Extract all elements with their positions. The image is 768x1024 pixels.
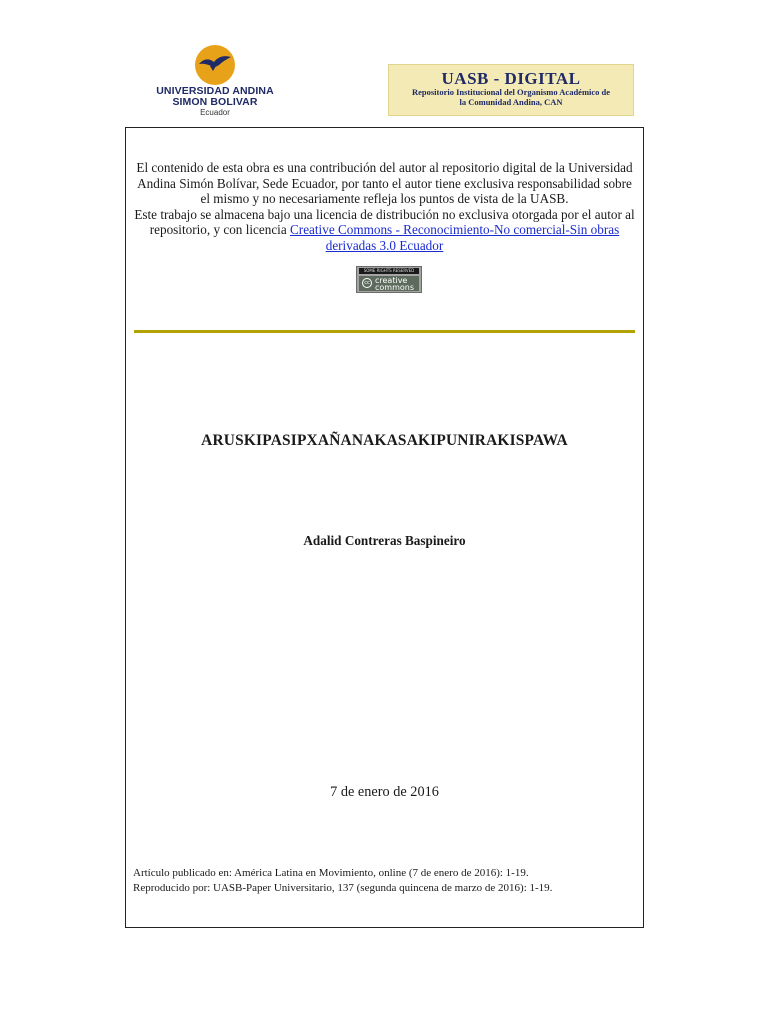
reproduced-by: Reproducido por: UASB-Paper Universitario, 137 (segunda quincena de marzo de 2016): 1-19. <box>133 882 553 894</box>
cc-wordmark: creative commons <box>375 276 415 292</box>
university-logo <box>150 44 280 120</box>
cc-logo-icon: cc <box>362 278 372 288</box>
cc-rights-text: SOME RIGHTS RESERVED <box>359 268 419 274</box>
repository-title: UASB - DIGITAL <box>441 69 581 88</box>
cc-badge-body <box>359 276 419 291</box>
document-date: 7 de enero de 2016 <box>330 784 439 800</box>
repository-logo <box>388 64 634 116</box>
notice-text: El contenido de esta obra es una contribución del autor al repositorio digital de la Universidad Andina Simón Bolívar, Sede Ecuador, por tanto el autor tiene exclusiva responsabilidad sobre el mismo y no necesariamente refleja los puntos de vista de la UASB. <box>136 160 633 207</box>
divider-rule <box>134 330 635 333</box>
license-intro: Este trabajo se almacena bajo una licencia de distribución no exclusiva otorgada por el autor al repositorio, y con licencia <box>134 206 635 238</box>
university-name-line2: SIMON BOLIVAR <box>172 96 258 108</box>
repository-subtitle-line2: la Comunidad Andina, CAN <box>459 96 563 107</box>
university-name-line1: UNIVERSIDAD ANDINA <box>156 85 274 97</box>
document-frame <box>125 127 644 928</box>
condor-emblem-icon <box>194 44 236 86</box>
creative-commons-link[interactable]: Creative Commons - Reconocimiento-No comercial-Sin obras derivadas 3.0 Ecuador <box>290 222 620 253</box>
university-country: Ecuador <box>200 108 230 117</box>
copyright-notice <box>126 160 643 254</box>
document-author: Adalid Contreras Baspineiro <box>303 533 466 548</box>
document-title: ARUSKIPASIPXAÑANAKASAKIPUNIRAKISPAWA <box>201 432 568 449</box>
published-in: Artículo publicado en: América Latina en Movimiento, online (7 de enero de 2016): 1-19. <box>133 867 529 879</box>
publication-references <box>133 866 637 896</box>
repository-subtitle-line1: Repositorio Institucional del Organismo Académico de <box>411 87 611 97</box>
creative-commons-badge[interactable] <box>356 266 422 293</box>
